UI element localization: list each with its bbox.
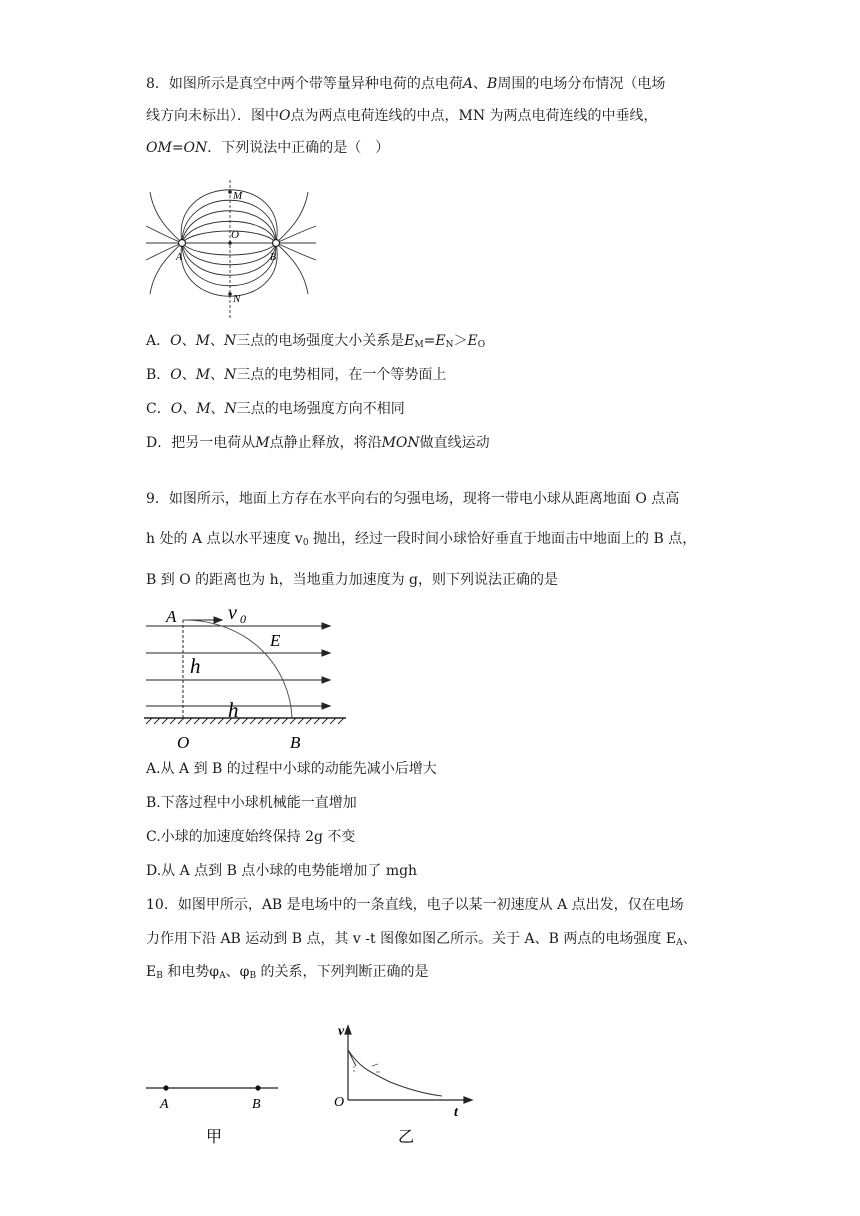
label-origin: O: [334, 1095, 345, 1110]
label-m: M: [233, 190, 243, 202]
q10-figure-jia: [140, 1070, 290, 1150]
q10-stem-line-3: $E_B$ 和电势$\varphi_A$、$\varphi_B$ 的关系，下列判断正确的是: [146, 964, 429, 981]
q9-option-b: B.下落过程中小球机械能一直增加: [146, 795, 357, 811]
point-n-dot: [228, 292, 232, 296]
caption-yi: 乙: [398, 1127, 415, 1146]
q8-option-b: B．O、M、N三点的电势相同，在一个等势面上: [146, 367, 447, 383]
q8-field-lines-figure: [140, 172, 330, 322]
point-o-dot: [228, 241, 232, 245]
q9-stem-line-2: h 处的 A 点以水平速度 $v_0$ 抛出，经过一段时间小球恰好垂直于地面击中地面上的 B 点，: [146, 531, 697, 548]
q9-option-a: A.从 A 到 B 的过程中小球的动能先减小后增大: [146, 761, 437, 777]
label-a: A: [160, 1097, 169, 1112]
label-h-horizontal: h: [228, 698, 239, 722]
q8-stem-line-1: 8．如图所示是真空中两个带等量异种电荷的点电荷A、B周围的电场分布情况（电场: [146, 76, 666, 92]
v-t-graph: [330, 1020, 480, 1150]
label-v: v: [228, 602, 237, 624]
label-t-axis: t: [454, 1105, 458, 1120]
label-a: A: [176, 252, 183, 263]
label-v-axis: v: [338, 1024, 345, 1039]
point-b-dot: [255, 1085, 260, 1090]
q9-stem-line-3: B 到 O 的距离也为 h，当地重力加速度为 g，则下列说法正确的是: [146, 572, 558, 588]
q8-option-c: C．O、M、N三点的电场强度方向不相同: [146, 401, 405, 417]
point-a-dot: [163, 1085, 168, 1090]
label-o: O: [231, 229, 239, 241]
label-b: B: [252, 1097, 261, 1112]
point-m-dot: [228, 190, 232, 194]
q8-option-d: D．把另一电荷从M点静止释放，将沿MON做直线运动: [146, 435, 490, 451]
label-o: O: [177, 733, 190, 752]
q9-stem-line-1: 9．如图所示，地面上方存在水平向右的匀强电场，现将一带电小球从距离地面 O 点高: [146, 491, 680, 507]
q10-stem-line-2: 力作用下沿 AB 运动到 B 点，其 v -t 图像如图乙所示。关于 A、B 两点的电场强度 $E_A$、: [146, 931, 697, 948]
q9-uniform-field-figure: [140, 598, 352, 756]
q10-figure-yi: [330, 1020, 480, 1150]
q8-stem-line-3: OM=ON．下列说法中正确的是（ ）: [146, 140, 390, 156]
dipole-field-diagram: [140, 172, 330, 322]
label-a: A: [166, 607, 177, 626]
label-n: N: [233, 293, 241, 305]
charge-a-marker: [179, 240, 186, 247]
label-b: B: [290, 733, 301, 752]
label-h-vertical: h: [190, 654, 201, 678]
caption-jia: 甲: [206, 1127, 223, 1146]
q10-stem-line-1: 10．如图甲所示，AB 是电场中的一条直线，电子以某一初速度从 A 点出发，仅在电场: [146, 897, 684, 913]
q9-option-c: C.小球的加速度始终保持 2g 不变: [146, 829, 356, 845]
tangent-line: [348, 1050, 356, 1066]
q9-option-d: D.从 A 点到 B 点小球的电势能增加了 mgh: [146, 863, 418, 879]
uniform-field-diagram: [140, 598, 352, 756]
label-b: B: [270, 252, 277, 263]
label-v-sub: 0: [240, 612, 246, 626]
line-ab-diagram: [140, 1070, 290, 1150]
velocity-curve: [348, 1050, 442, 1096]
charge-b-marker: [273, 240, 280, 247]
q8-stem-line-2: 线方向未标出）．图中O点为两点电荷连线的中点，MN 为两点电荷连线的中垂线，: [146, 108, 658, 124]
label-e: E: [270, 631, 281, 650]
q8-option-a: A．O、M、N三点的电场强度大小关系是$E_M=E_N>E_O$: [146, 333, 486, 350]
